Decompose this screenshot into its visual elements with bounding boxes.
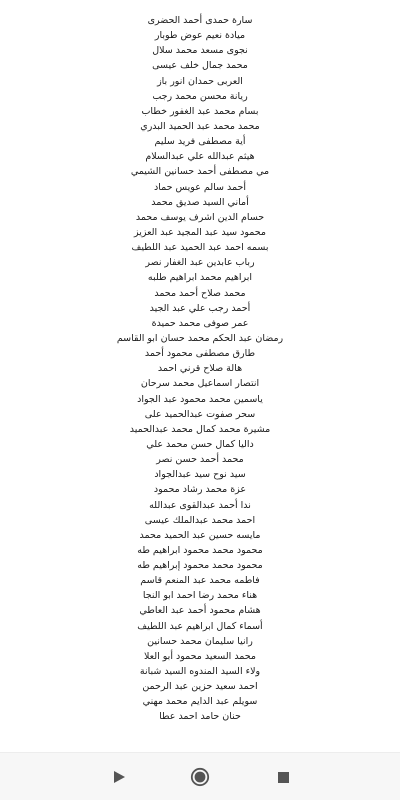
list-item: أحمد رجب علي عبد الجيد (149, 302, 251, 314)
list-item: سارة حمدى أحمد الحضرى (147, 15, 253, 26)
list-item: عمر صوفى محمد حميدة (151, 317, 249, 329)
list-item: داليا كمال حسن محمد علي (146, 438, 254, 450)
list-item: مشيرة محمد كمال محمد عبدالحميد (129, 423, 271, 435)
list-item: رمضان عبد الحكم محمد حسان ابو القاسم (116, 332, 284, 344)
list-item: عزة محمد رشاد محمود (153, 484, 247, 496)
list-item: محمود محمد محمود ابراهيم طه (137, 544, 263, 556)
list-item: ندا أحمد عبدالقوى عبدالله (149, 499, 251, 511)
list-item: ابراهيم محمد ابراهيم طلبه (147, 272, 253, 284)
play-button[interactable] (109, 767, 129, 787)
list-item: بسام محمد عبد الغفور خطاب (141, 105, 259, 117)
media-control-bar (0, 753, 400, 800)
list-item: هالة صلاح قرني احمد (157, 363, 243, 375)
list-item: ولاء السيد المندوه السيد شبانة (139, 666, 261, 678)
list-item: ياسمين محمد محمود عبد الجواد (137, 393, 263, 405)
stop-button[interactable] (273, 767, 293, 787)
list-item: محمد السعيد محمود أبو العلا (143, 650, 257, 662)
list-item: طارق مصطفى محمود أحمد (144, 348, 256, 360)
list-item: حنان حامد احمد عطا (159, 711, 241, 723)
list-item: أحمد سالم عويس حماد (154, 181, 246, 193)
list-item: سيد نوح سيد عبدالجواد (154, 469, 246, 481)
list-item: فاطمه محمد عبد المنعم قاسم (140, 575, 260, 587)
list-item: احمد سعيد حزين عبد الرحمن (142, 681, 258, 693)
list-item: مي مصطفى أحمد حسانين الشيمي (130, 166, 270, 178)
list-item: هناء محمد رضا احمد ابو النجا (142, 590, 258, 602)
list-item: أية مصطفى فريد سليم (154, 136, 246, 148)
list-item: محمود محمد محمود إبراهيم طه (137, 560, 263, 572)
list-item: محمد صلاح أحمد محمد (154, 287, 246, 299)
names-list (0, 13, 400, 725)
list-item: سحر صفوت عبدالحميد على (144, 408, 256, 420)
list-item: بسمه احمد عبد الحميد عبد اللطيف (131, 242, 269, 254)
list-item: حسام الدين اشرف يوسف محمد (135, 211, 265, 223)
list-item: أسماء كمال ابراهيم عبد اللطيف (137, 620, 263, 632)
record-icon (190, 767, 210, 787)
list-item: هيثم عبدالله علي عبدالسلام (145, 151, 255, 163)
list-item: احمد محمد عبدالملك عيسى (144, 514, 256, 526)
list-item: العربى حمدان انور باز (157, 75, 243, 87)
list-item: ميادة نعيم عوض طوبار (154, 30, 246, 42)
list-item: رانيا سليمان محمد حسانين (147, 635, 253, 647)
list-item: انتصار اسماعيل محمد سرحان (140, 378, 260, 390)
list-item: هشام محمود أحمد عبد العاطي (139, 605, 261, 617)
list-item: رباب عابدين عبد الغفار نصر (145, 257, 255, 269)
list-item: محمد جمال خلف عيسى (152, 60, 248, 72)
stop-icon (277, 771, 290, 784)
list-item: محمود سيد عبد المجيد عبد العزيز (133, 226, 267, 238)
list-item: ريانة محسن محمد رجب (152, 90, 248, 102)
record-button[interactable] (190, 767, 210, 787)
list-item: أماني السيد صديق محمد (151, 196, 249, 208)
list-item: نجوى مسعد محمد سلال (152, 45, 248, 57)
list-item: سويلم عبد الدايم محمد مهني (142, 696, 258, 708)
list-item: محمد أحمد حسن نصر (156, 454, 244, 466)
play-icon (112, 770, 126, 784)
list-item: مايسه حسين عبد الحميد محمد (139, 529, 261, 541)
list-item: محمد محمد عبد الحميد البدري (140, 120, 260, 132)
